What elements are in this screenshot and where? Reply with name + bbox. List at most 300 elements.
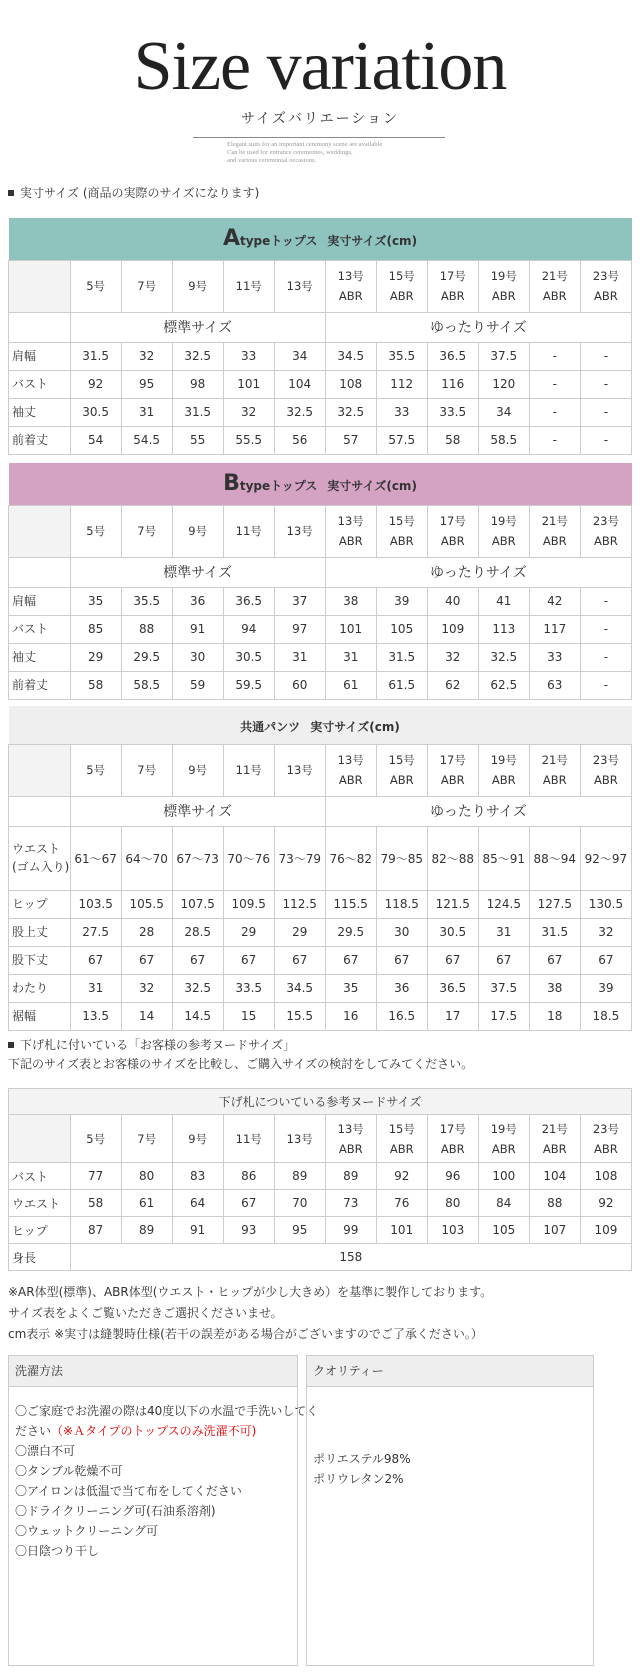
table-cell: 92 — [376, 1163, 427, 1190]
table-cell: 88 — [121, 615, 172, 643]
table-row — [9, 615, 632, 643]
table-cell: 33.5 — [223, 974, 274, 1002]
table-row — [9, 643, 632, 671]
table-cell: 100 — [478, 1163, 529, 1190]
size-header: 19号 ABR — [478, 260, 529, 312]
square-bullet-icon — [8, 1042, 14, 1048]
table-cell: - — [529, 426, 580, 454]
table-cell: 31 — [121, 398, 172, 426]
size-header: 13号 — [274, 260, 325, 312]
table-cell: 27.5 — [70, 918, 121, 946]
row-label: 股下丈 — [9, 946, 71, 974]
table-cell: 120 — [478, 370, 529, 398]
table-cell: 32 — [580, 918, 631, 946]
size-header: 17号 ABR — [427, 1115, 478, 1163]
table-cell: 93 — [223, 1217, 274, 1244]
table-cell: 67 — [121, 946, 172, 974]
size-header: 17号 ABR — [427, 744, 478, 796]
table-cell: 37.5 — [478, 974, 529, 1002]
table-cell: 92 — [70, 370, 121, 398]
size-header: 21号 ABR — [529, 744, 580, 796]
table-cell: 98 — [172, 370, 223, 398]
group-relaxed: ゆったりサイズ — [325, 796, 631, 826]
table-row — [9, 1163, 632, 1190]
table-band — [9, 463, 632, 505]
table-cell: 15.5 — [274, 1002, 325, 1030]
table-cell: 56 — [274, 426, 325, 454]
table-cell: 76 — [376, 1190, 427, 1217]
table-cell: 105 — [478, 1217, 529, 1244]
table-cell: 109.5 — [223, 890, 274, 918]
table-cell: 29 — [70, 643, 121, 671]
table-cell: 32 — [223, 398, 274, 426]
table-cell: 41 — [478, 587, 529, 615]
size-header: 21号 ABR — [529, 260, 580, 312]
table-cell: 39 — [580, 974, 631, 1002]
table-cell: 105.5 — [121, 890, 172, 918]
size-header: 13号 ABR — [325, 505, 376, 557]
table-cell: 30 — [376, 918, 427, 946]
size-header: 7号 — [121, 744, 172, 796]
table-cell: 29.5 — [325, 918, 376, 946]
size-header: 11号 — [223, 1115, 274, 1163]
size-header: 13号 — [274, 744, 325, 796]
table-cell: 115.5 — [325, 890, 376, 918]
table-cell: 59.5 — [223, 671, 274, 699]
table-cell: 29 — [274, 918, 325, 946]
table-cell: 31.5 — [529, 918, 580, 946]
table-cell: 62.5 — [478, 671, 529, 699]
table-cell: 89 — [274, 1163, 325, 1190]
size-header: 7号 — [121, 1115, 172, 1163]
row-label: 肩幅 — [9, 587, 71, 615]
size-header: 11号 — [223, 505, 274, 557]
table-cell: 130.5 — [580, 890, 631, 918]
table-cell: 62 — [427, 671, 478, 699]
size-header: 15号 ABR — [376, 744, 427, 796]
actual-size-note — [8, 184, 259, 201]
table-row — [9, 426, 632, 454]
hero-note-line: Elegant suits for an important ceremony scene are available — [227, 141, 383, 148]
table-cell: 108 — [325, 370, 376, 398]
table-cell: 58 — [427, 426, 478, 454]
washing-item: 〇ドライクリーニング可(石油系溶剤) — [15, 1504, 216, 1518]
table-cell: - — [580, 398, 631, 426]
table-cell: 76〜82 — [325, 826, 376, 890]
size-header: 15号 ABR — [376, 260, 427, 312]
table-cell: 63 — [529, 671, 580, 699]
table-cell: 36.5 — [427, 974, 478, 1002]
table-row — [9, 1217, 632, 1244]
table-cell: 30.5 — [427, 918, 478, 946]
page-title: Size variation — [133, 28, 507, 105]
table-cell: 67 — [580, 946, 631, 974]
size-header: 9号 — [172, 1115, 223, 1163]
table-cell: 57 — [325, 426, 376, 454]
table-row — [9, 918, 632, 946]
table-cell: 28.5 — [172, 918, 223, 946]
table-cell: 18 — [529, 1002, 580, 1030]
table-cell: 38 — [325, 587, 376, 615]
blank-cell — [9, 312, 71, 342]
table-cell: 64〜70 — [121, 826, 172, 890]
table-cell: 29 — [223, 918, 274, 946]
table-cell: 37 — [274, 587, 325, 615]
size-header: 9号 — [172, 260, 223, 312]
table-cell: 13.5 — [70, 1002, 121, 1030]
nude-note-title-text: 下げ札に付いている「お客様の参考ヌードサイズ」 — [20, 1038, 296, 1052]
table-cell: 33 — [376, 398, 427, 426]
table-cell: 36.5 — [223, 587, 274, 615]
washing-title: 洗濯方法 — [9, 1356, 297, 1387]
table-cell: 29.5 — [121, 643, 172, 671]
band-title: typeトップス — [239, 234, 318, 249]
size-header: 21号 ABR — [529, 505, 580, 557]
table-row — [9, 826, 632, 890]
table-cell: 116 — [427, 370, 478, 398]
table-cell: 67 — [172, 946, 223, 974]
divider — [193, 137, 445, 138]
table-cell: - — [580, 671, 631, 699]
table-cell: 32 — [121, 342, 172, 370]
size-header: 23号 ABR — [580, 260, 631, 312]
size-header: 23号 ABR — [580, 1115, 631, 1163]
table-cell: 112.5 — [274, 890, 325, 918]
table-cell: 84 — [478, 1190, 529, 1217]
table-cell: 67 — [376, 946, 427, 974]
table-cell: 124.5 — [478, 890, 529, 918]
size-header: 5号 — [70, 505, 121, 557]
table-cell: 33.5 — [427, 398, 478, 426]
row-label: 肩幅 — [9, 342, 71, 370]
pants-table — [8, 706, 632, 1031]
table-cell: 35 — [70, 587, 121, 615]
table-row — [9, 342, 632, 370]
row-label: ヒップ — [9, 1217, 71, 1244]
table-cell: 59 — [172, 671, 223, 699]
quality-box — [306, 1355, 594, 1666]
hero-note-line: and various ceremonial occasions. — [227, 157, 317, 164]
table-cell: 67〜73 — [172, 826, 223, 890]
table-cell: 92〜97 — [580, 826, 631, 890]
table-cell: 35 — [325, 974, 376, 1002]
table-cell: 31.5 — [376, 643, 427, 671]
table-cell: 16 — [325, 1002, 376, 1030]
size-header: 13号 ABR — [325, 744, 376, 796]
table-cell: 109 — [580, 1217, 631, 1244]
blank-cell — [9, 557, 71, 587]
row-label: ヒップ — [9, 890, 71, 918]
table-cell: 17.5 — [478, 1002, 529, 1030]
size-header: 19号 ABR — [478, 744, 529, 796]
group-standard: 標準サイズ — [70, 312, 325, 342]
size-header: 13号 ABR — [325, 1115, 376, 1163]
table-cell: 33 — [529, 643, 580, 671]
footnote: サイズ表をよくご覧いただきご選択くださいませ。 — [8, 1306, 283, 1320]
size-header: 23号 ABR — [580, 744, 631, 796]
table-cell: 30.5 — [70, 398, 121, 426]
table-cell: 32.5 — [172, 974, 223, 1002]
table-cell: 91 — [172, 1217, 223, 1244]
table-cell: 79〜85 — [376, 826, 427, 890]
table-cell: 109 — [427, 615, 478, 643]
row-label: バスト — [9, 370, 71, 398]
size-header: 11号 — [223, 260, 274, 312]
row-label: バスト — [9, 1163, 71, 1190]
table-cell: 61 — [325, 671, 376, 699]
table-row — [9, 370, 632, 398]
table-cell: 54.5 — [121, 426, 172, 454]
table-cell: 35.5 — [376, 342, 427, 370]
table-cell: 36 — [172, 587, 223, 615]
table-cell: 34.5 — [325, 342, 376, 370]
washing-line: 〇ご家庭でお洗濯の際は40度以下の水温で手洗いしてく — [15, 1404, 319, 1418]
table-cell: 38 — [529, 974, 580, 1002]
row-label: 股上丈 — [9, 918, 71, 946]
table-cell: 61 — [121, 1190, 172, 1217]
table-cell: 32.5 — [478, 643, 529, 671]
band-unit: 実寸サイズ(cm) — [310, 720, 400, 735]
table-cell: 99 — [325, 1217, 376, 1244]
table-band — [9, 218, 632, 260]
table-cell: 104 — [274, 370, 325, 398]
table-cell: 67 — [529, 946, 580, 974]
table-cell: 57.5 — [376, 426, 427, 454]
table-cell: 104 — [529, 1163, 580, 1190]
row-label: 前着丈 — [9, 426, 71, 454]
table-cell: 96 — [427, 1163, 478, 1190]
table-cell: 40 — [427, 587, 478, 615]
washing-item: 〇日陰つり干し — [15, 1544, 100, 1558]
table-cell: 58 — [70, 1190, 121, 1217]
size-header: 15号 ABR — [376, 505, 427, 557]
group-standard: 標準サイズ — [70, 796, 325, 826]
table-cell: 34.5 — [274, 974, 325, 1002]
corner-cell — [9, 744, 71, 796]
table-cell: 31 — [274, 643, 325, 671]
nude-note-line: 下記のサイズ表とお客様のサイズを比較し、ご購入サイズの検討をしてみてください。 — [8, 1057, 474, 1071]
quality-item: ポリウレタン2% — [313, 1472, 404, 1486]
table-row — [9, 1190, 632, 1217]
table-cell: 42 — [529, 587, 580, 615]
row-label: わたり — [9, 974, 71, 1002]
table-cell: 89 — [121, 1217, 172, 1244]
table-cell: - — [580, 643, 631, 671]
band-unit: 実寸サイズ(cm) — [327, 234, 418, 249]
table-cell: 88〜94 — [529, 826, 580, 890]
table-cell: 117 — [529, 615, 580, 643]
washing-box — [8, 1355, 319, 1666]
table-cell: 118.5 — [376, 890, 427, 918]
table-cell: 91 — [172, 615, 223, 643]
table-cell: 61〜67 — [70, 826, 121, 890]
row-label: 袖丈 — [9, 398, 71, 426]
row-label: ウエスト(ゴム入り) — [9, 826, 71, 890]
quality-item: ポリエステル98% — [313, 1452, 411, 1466]
table-cell: 127.5 — [529, 890, 580, 918]
table-cell: 36 — [376, 974, 427, 1002]
table-cell: - — [580, 426, 631, 454]
table-cell: 85 — [70, 615, 121, 643]
table-cell: 55 — [172, 426, 223, 454]
size-header: 7号 — [121, 505, 172, 557]
size-header: 19号 ABR — [478, 1115, 529, 1163]
washing-item: 〇アイロンは低温で当て布をしてください — [15, 1484, 242, 1498]
table-cell: 101 — [325, 615, 376, 643]
table-cell: 67 — [223, 946, 274, 974]
size-header: 7号 — [121, 260, 172, 312]
table-band — [9, 706, 632, 744]
table-cell: 82〜88 — [427, 826, 478, 890]
row-label: 身長 — [9, 1244, 71, 1271]
size-header: 13号 — [274, 1115, 325, 1163]
group-standard: 標準サイズ — [70, 557, 325, 587]
table-cell: - — [580, 342, 631, 370]
table-cell: 36.5 — [427, 342, 478, 370]
hero-note-line: Can be used for entrance ceremonies, weddings, — [227, 149, 353, 156]
group-relaxed: ゆったりサイズ — [325, 557, 631, 587]
table-cell: 67 — [427, 946, 478, 974]
table-cell: 37.5 — [478, 342, 529, 370]
table-row — [9, 398, 632, 426]
table-cell: 14.5 — [172, 1002, 223, 1030]
table-row — [9, 974, 632, 1002]
table-cell: 30 — [172, 643, 223, 671]
table-cell: 28 — [121, 918, 172, 946]
table-cell: 15 — [223, 1002, 274, 1030]
table-cell: 101 — [223, 370, 274, 398]
table-cell: 80 — [427, 1190, 478, 1217]
table-cell: 16.5 — [376, 1002, 427, 1030]
table-cell: 58.5 — [121, 671, 172, 699]
table-cell: 32.5 — [325, 398, 376, 426]
table-cell: 60 — [274, 671, 325, 699]
size-header: 9号 — [172, 505, 223, 557]
table-cell: 31 — [325, 643, 376, 671]
table-cell: 112 — [376, 370, 427, 398]
table-cell: 101 — [376, 1217, 427, 1244]
corner-cell — [9, 1115, 71, 1163]
height-value: 158 — [70, 1244, 631, 1271]
blank-cell — [9, 796, 71, 826]
table-cell: 58 — [70, 671, 121, 699]
table-cell: 67 — [325, 946, 376, 974]
table-cell: 30.5 — [223, 643, 274, 671]
table-cell: 89 — [325, 1163, 376, 1190]
table-cell: 31.5 — [70, 342, 121, 370]
a-tops-table — [8, 218, 632, 455]
size-header: 19号 ABR — [478, 505, 529, 557]
table-row — [9, 1002, 632, 1030]
corner-cell — [9, 505, 71, 557]
table-cell: 55.5 — [223, 426, 274, 454]
washing-warning: （※Ａタイプのトップスのみ洗濯不可) — [51, 1424, 257, 1438]
washing-item: 〇ウェットクリーニング可 — [15, 1524, 159, 1538]
size-header: 13号 — [274, 505, 325, 557]
table-cell: 39 — [376, 587, 427, 615]
table-row — [9, 946, 632, 974]
row-label: 袖丈 — [9, 643, 71, 671]
table-cell: 87 — [70, 1217, 121, 1244]
table-cell: 35.5 — [121, 587, 172, 615]
table-cell: 80 — [121, 1163, 172, 1190]
table-cell: 67 — [223, 1190, 274, 1217]
table-cell: 77 — [70, 1163, 121, 1190]
table-cell: - — [580, 370, 631, 398]
table-cell: 107 — [529, 1217, 580, 1244]
washing-item: 〇タンブル乾燥不可 — [15, 1464, 123, 1478]
table-cell: 121.5 — [427, 890, 478, 918]
table-cell: - — [529, 370, 580, 398]
row-label: バスト — [9, 615, 71, 643]
hero — [0, 0, 640, 190]
table-row — [9, 1244, 632, 1271]
nude-note-title — [8, 1036, 295, 1053]
table-cell: 94 — [223, 615, 274, 643]
table-cell: 97 — [274, 615, 325, 643]
table-cell: 67 — [70, 946, 121, 974]
table-cell: 31.5 — [172, 398, 223, 426]
table-cell: 103 — [427, 1217, 478, 1244]
table-cell: 34 — [478, 398, 529, 426]
table-cell: 67 — [478, 946, 529, 974]
corner-cell — [9, 260, 71, 312]
table-row — [9, 671, 632, 699]
size-header: 17号 ABR — [427, 260, 478, 312]
nude-table — [8, 1088, 632, 1271]
size-header: 17号 ABR — [427, 505, 478, 557]
row-label: 前着丈 — [9, 671, 71, 699]
table-cell: 92 — [580, 1190, 631, 1217]
table-cell: 67 — [274, 946, 325, 974]
washing-line-text: ださい — [15, 1424, 52, 1438]
band-title: typeトップス — [239, 479, 318, 494]
size-header: 5号 — [70, 260, 121, 312]
table-cell: 105 — [376, 615, 427, 643]
band-unit: 実寸サイズ(cm) — [327, 479, 417, 494]
table-cell: 64 — [172, 1190, 223, 1217]
table-cell: 107.5 — [172, 890, 223, 918]
table-cell: 95 — [121, 370, 172, 398]
washing-line — [9, 1421, 297, 1441]
table-cell: 108 — [580, 1163, 631, 1190]
table-cell: 54 — [70, 426, 121, 454]
table-cell: 32 — [121, 974, 172, 1002]
row-label: ウエスト — [9, 1190, 71, 1217]
quality-title: クオリティー — [307, 1356, 593, 1387]
footnote: cm表示 ※実寸は縫製時仕様(若干の誤差がある場合がございますのでご了承ください。） — [8, 1327, 483, 1341]
size-header: 5号 — [70, 1115, 121, 1163]
table-cell: 31 — [70, 974, 121, 1002]
table-cell: 34 — [274, 342, 325, 370]
table-cell: 103.5 — [70, 890, 121, 918]
size-header: 11号 — [223, 744, 274, 796]
table-cell: 18.5 — [580, 1002, 631, 1030]
size-header: 5号 — [70, 744, 121, 796]
table-cell: 70 — [274, 1190, 325, 1217]
nude-table-title: 下げ札についている参考ヌードサイズ — [9, 1089, 632, 1115]
table-cell: 14 — [121, 1002, 172, 1030]
table-cell: 70〜76 — [223, 826, 274, 890]
square-bullet-icon — [8, 190, 14, 196]
size-header: 15号 ABR — [376, 1115, 427, 1163]
size-header: 21号 ABR — [529, 1115, 580, 1163]
table-row — [9, 587, 632, 615]
size-header: 23号 ABR — [580, 505, 631, 557]
size-header: 13号 ABR — [325, 260, 376, 312]
size-header: 9号 — [172, 744, 223, 796]
group-relaxed: ゆったりサイズ — [325, 312, 631, 342]
